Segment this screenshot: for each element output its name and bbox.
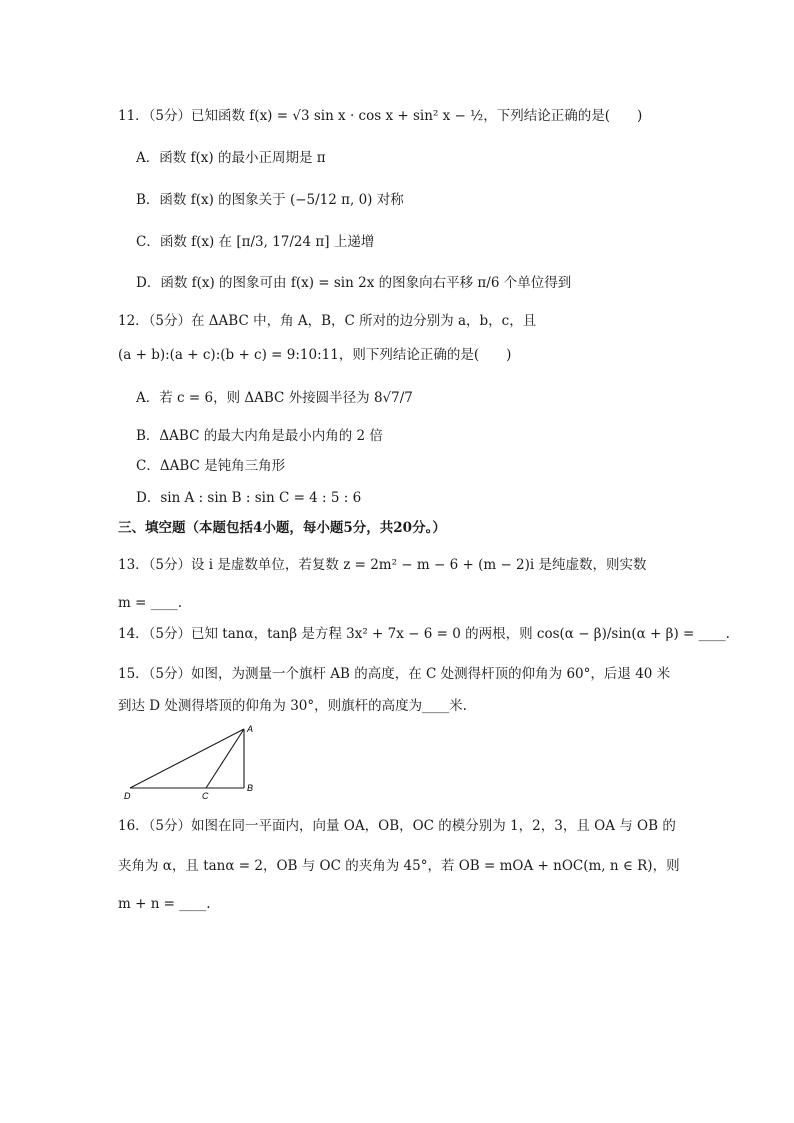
q12-option-d: D．sin A : sin B : sin C = 4 : 5 : 6 <box>136 490 362 506</box>
line-c-a <box>206 729 244 788</box>
q12-option-a: A．若 c = 6，则 ΔABC 外接圆半径为 8√7/7 <box>136 390 413 406</box>
q16-line2: 夹角为 α，且 tanα = 2，OB 与 OC 的夹角为 45°，若 OB = mOA + nOC(m, n ∈ R)，则 <box>118 858 680 874</box>
line-d-a <box>130 729 244 788</box>
section-3-heading: 三、填空题（本题包括4小题，每小题5分，共20分。） <box>118 520 446 536</box>
flagpole-diagram <box>118 720 268 804</box>
q16-line1: 16．（5分）如图在同一平面内，向量 OA，OB，OC 的模分别为 1，2，3，且 OA 与 OB 的 <box>118 818 676 834</box>
label-c: C <box>202 791 209 801</box>
label-a: A <box>247 724 254 734</box>
label-b: B <box>247 783 254 793</box>
q12-stem-line2: (a + b):(a + c):(b + c) = 9:10:11，则下列结论正确的是( ) <box>118 347 512 363</box>
q13-line2: m = ____. <box>118 595 182 611</box>
q11-option-c: C．函数 f(x) 在 [π/3, 17/24 π] 上递增 <box>136 234 375 250</box>
q15-line1: 15．（5分）如图，为测量一个旗杆 AB 的高度，在 C 处测得杆顶的仰角为 60°，后退 40 米 <box>118 666 671 682</box>
q11-option-d: D．函数 f(x) 的图象可由 f(x) = sin 2x 的图象向右平移 π/6 个单位得到 <box>136 275 572 291</box>
q12-stem-line1: 12．（5分）在 ΔABC 中，角 A，B，C 所对的边分别为 a，b，c，且 <box>118 313 537 329</box>
q14-text: 14．（5分）已知 tanα，tanβ 是方程 3x² + 7x − 6 = 0 的两根，则 cos(α − β)/sin(α + β) = ____. <box>118 626 730 642</box>
q13-line1: 13．（5分）设 i 是虚数单位，若复数 z = 2m² − m − 6 + (m − 2)i 是纯虚数，则实数 <box>118 557 647 573</box>
q12-option-c: C．ΔABC 是钝角三角形 <box>136 458 286 474</box>
q15-line2: 到达 D 处测得塔顶的仰角为 30°，则旗杆的高度为____米. <box>118 698 467 714</box>
q11-stem: 11．（5分）已知函数 f(x) = √3 sin x · cos x + sin² x − ½，下列结论正确的是( ) <box>118 108 643 124</box>
q11-option-b: B．函数 f(x) 的图象关于 (−5/12 π, 0) 对称 <box>136 192 404 208</box>
q11-option-a: A．函数 f(x) 的最小正周期是 π <box>136 150 326 166</box>
q12-option-b: B．ΔABC 的最大内角是最小内角的 2 倍 <box>136 428 383 444</box>
label-d: D <box>124 791 131 801</box>
q16-line3: m + n = ____. <box>118 896 211 912</box>
